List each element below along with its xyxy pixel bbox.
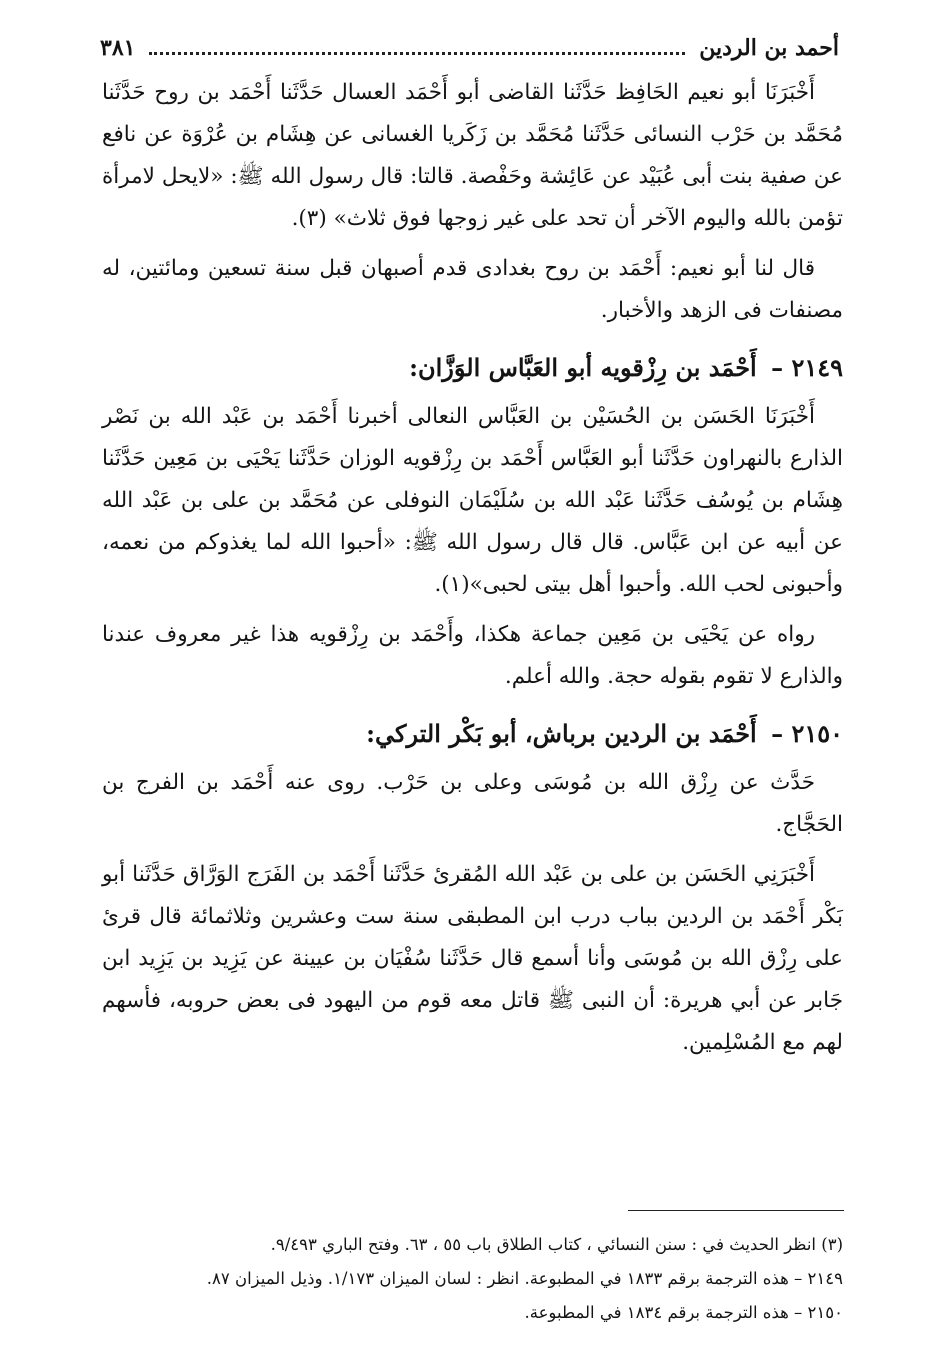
footnotes	[102, 1228, 843, 1330]
footnote-separator	[628, 1210, 844, 1211]
running-title: أحمد بن الردين	[699, 35, 839, 61]
entry-number: ٢١٤٩ –	[771, 353, 843, 382]
footnote-item: ٢١٥٠ – هذه الترجمة برقم ١٨٣٤ في المطبوعة.	[524, 1303, 843, 1322]
main-text	[102, 72, 843, 1070]
footnote-item: (٣) انظر الحديث في : سنن النسائي ، كتاب الطلاق باب ٥٥ ، ٦٣. وفتح الباري ٩/٤٩٣.	[270, 1235, 843, 1254]
entry-heading-2150	[102, 712, 843, 756]
header-dot-leader	[149, 48, 685, 55]
paragraph-bio-2150: حَدَّث عن رِزْق الله بن مُوسَى وعلى بن حَرْب. روى عنه أَحْمَد بن الفرج بن الحَجَّاج.	[102, 770, 843, 837]
entry-heading-2149	[102, 346, 843, 390]
entry-number: ٢١٥٠ –	[771, 719, 843, 748]
page-number: ٣٨١	[100, 35, 136, 61]
paragraph-hadith-3: أَخْبَرَنِي الحَسَن بن على بن عَبْد الله المُقرئ حَدَّثَنا أَحْمَد بن الفَرَج الوَرَّاق حَدَّثَنا أبو بَكْر أَحْمَد بن الردين بباب درب ابن المطبقى سنة ست وعشرين وثلاثمائة قال قرئ على رِزْق الله بن مُوسَى وأنا أسمع قال حَدَّثَنا سُفْيَان بن عيينة عن يَزِيد بن يَزِيد ابن جَابر عن أبي هريرة: أن النبى ﷺ قاتل معه قوم من اليهود فى بعض حروبه، فأسهم لهم مع المُسْلِمين.	[102, 862, 843, 1055]
entry-title: أَحْمَد بن رِزْقويه أبو العَبَّاس الوَزَّان:	[409, 353, 757, 382]
paragraph-note-1: قال لنا أبو نعيم: أَحْمَد بن روح بغدادى قدم أصبهان قبل سنة تسعين ومائتين، له مصنفات فى الزهد والأخبار.	[102, 256, 843, 323]
footnote-item: ٢١٤٩ – هذه الترجمة برقم ١٨٣٣ في المطبوعة. انظر : لسان الميزان ١/١٧٣. وذيل الميزان ٨٧.	[206, 1269, 843, 1288]
entry-title: أَحْمَد بن الردين برباش، أبو بَكْر التركي:	[366, 719, 757, 748]
paragraph-hadith-1: أَخْبَرَنَا أبو نعيم الحَافِظ حَدَّثَنا القاضى أبو أَحْمَد العسال حَدَّثَنا أَحْمَد بن روح حَدَّثَنا مُحَمَّد بن حَرْب النسائى حَدَّثَنا مُحَمَّد بن زَكَريا الغسانى عن هِشَام بن عُرْوَة عن نافع عن صفية بنت أبى عُبَيْد عن عَائِشة وحَفْصة. قالتا: قال رسول الله ﷺ: «لايحل لامرأة تؤمن بالله واليوم الآخر أن تحد على غير زوجها فوق ثلاث» (٣).	[102, 80, 843, 231]
running-header	[100, 30, 839, 66]
paragraph-note-2: رواه عن يَحْيَى بن مَعِين جماعة هكذا، وأَحْمَد بن رِزْقويه هذا غير معروف عندنا والذارع لا تقوم بقوله حجة. والله أعلم.	[102, 622, 843, 689]
paragraph-hadith-2: أَخْبَرَنَا الحَسَن بن الحُسَيْن بن العَبَّاس النعالى أخبرنا أَحْمَد بن عَبْد الله بن نَصْر الذارع بالنهراون حَدَّثَنا أبو العَبَّاس أَحْمَد بن رِزْقويه الوزان حَدَّثَنا يَحْيَى بن مَعِين حَدَّثَنا هِشَام بن يُوسُف حَدَّثَنا عَبْد الله بن سُلَيْمَان النوفلى عن مُحَمَّد بن على بن عَبْد الله عن أبيه عن ابن عَبَّاس. قال قال رسول الله ﷺ: «أحبوا الله لما يغذوكم من نعمه، وأحبونى لحب الله. وأحبوا أهل بيتى لحبى»(١).	[102, 404, 843, 597]
